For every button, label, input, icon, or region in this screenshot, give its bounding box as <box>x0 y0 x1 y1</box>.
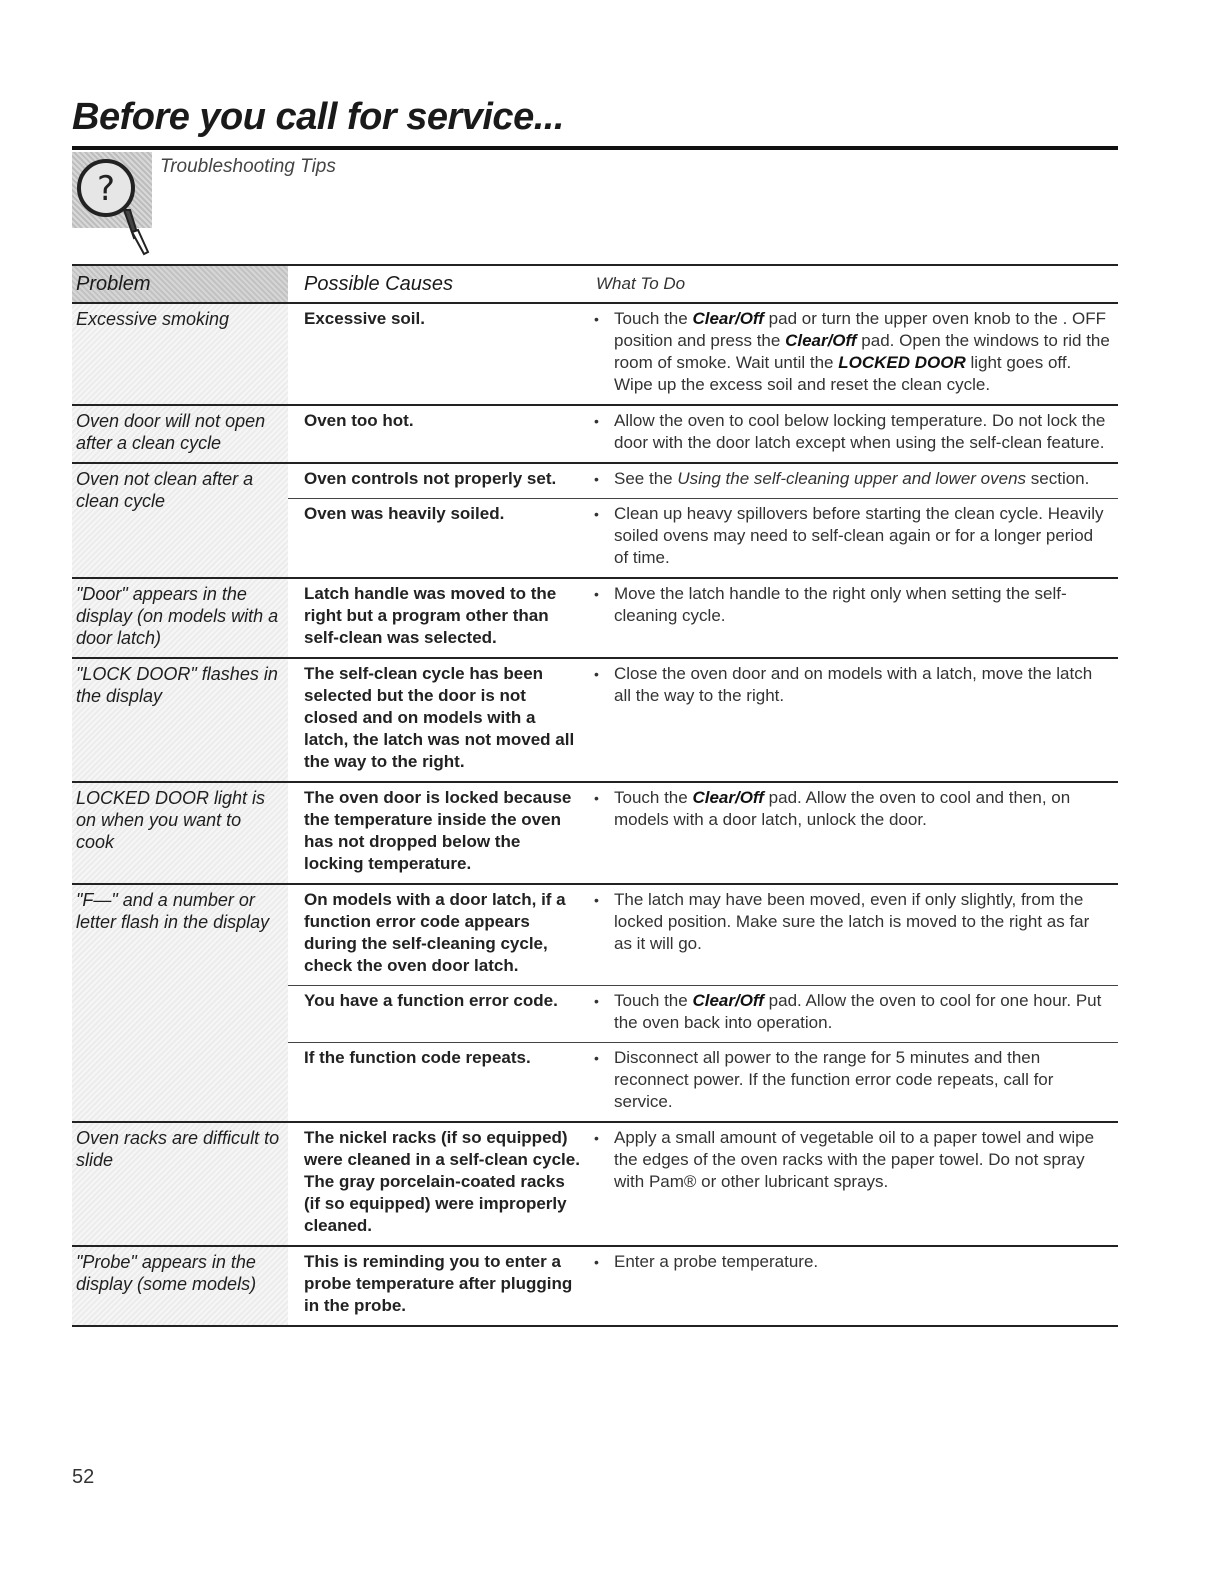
solution-text <box>614 1047 1110 1113</box>
problem-cell: Oven not clean after a clean cycle <box>72 464 288 577</box>
solution-cell <box>582 1251 1118 1317</box>
problem-cell: "Probe" appears in the display (some models) <box>72 1247 288 1325</box>
solution-segment: light goes off. Wipe up the excess soil and reset the clean cycle. <box>614 353 1072 394</box>
solution-text <box>614 410 1110 454</box>
solution-text <box>614 583 1110 649</box>
cause-cell: You have a function error code. <box>304 991 558 1010</box>
solution-text <box>614 503 1110 569</box>
cause-solution-pair <box>288 406 1118 462</box>
troubleshooting-table <box>72 264 1118 1327</box>
solution-text <box>614 990 1110 1034</box>
table-row <box>72 783 1118 885</box>
entries-group <box>288 885 1118 1121</box>
entries-group <box>288 579 1118 657</box>
bullet-icon: • <box>594 1130 599 1146</box>
solution-segment: pad. Open the windows to rid the room of smoke. Wait until the <box>614 331 1110 372</box>
cause-cell: Oven was heavily soiled. <box>304 504 505 523</box>
solution-text <box>614 468 1110 490</box>
cause-cell: Oven controls not properly set. <box>304 469 557 488</box>
cause-cell: If the function code repeats. <box>304 1048 531 1067</box>
cause-cell: Latch handle was moved to the right but a program other than self-clean was selected. <box>304 584 557 647</box>
problem-cell: LOCKED DOOR light is on when you want to cook <box>72 783 288 883</box>
solution-segment: Touch the <box>614 788 693 807</box>
bullet-icon: • <box>594 1050 599 1066</box>
solution-cell <box>582 1127 1118 1237</box>
solution-segment: Clean up heavy spillovers before starting the clean cycle. Heavily soiled ovens may need to self-clean again or for a longer period of time. <box>614 504 1104 567</box>
column-header-problem: Problem <box>72 266 288 302</box>
solution-text <box>614 1127 1110 1237</box>
solution-segment: Enter a probe temperature. <box>614 1252 819 1271</box>
problem-cell: Oven racks are difficult to slide <box>72 1123 288 1245</box>
solution-text <box>614 787 1110 875</box>
cause-solution-pair <box>288 1123 1118 1245</box>
section-subtitle: Troubleshooting Tips <box>160 156 336 177</box>
column-header-todo: What To Do <box>596 274 686 293</box>
table-row <box>72 464 1118 579</box>
cause-cell: The nickel racks (if so equipped) were cleaned in a self-clean cycle. The gray porcelain-coated racks (if so equipped) were improperly cleaned. <box>304 1128 580 1235</box>
problem-cell: "Door" appears in the display (on models with a door latch) <box>72 579 288 657</box>
solution-segment: Close the oven door and on models with a latch, move the latch all the way to the right. <box>614 664 1093 705</box>
cause-cell: Oven too hot. <box>304 411 414 430</box>
solution-text <box>614 889 1110 977</box>
cause-cell: The oven door is locked because the temperature inside the oven has not dropped below the locking temperature. <box>304 788 572 873</box>
entries-group <box>288 659 1118 781</box>
solution-cell <box>582 787 1118 875</box>
bullet-icon: • <box>594 506 599 522</box>
problem-cell: "LOCK DOOR" flashes in the display <box>72 659 288 781</box>
solution-segment: The latch may have been moved, even if only slightly, from the locked position. Make sure the latch is moved to the right as far as it will go. <box>614 890 1090 953</box>
cause-solution-pair <box>288 304 1118 404</box>
bullet-icon: • <box>594 993 599 1009</box>
entries-group <box>288 304 1118 404</box>
cause-cell: On models with a door latch, if a function error code appears during the self-cleaning cycle, check the oven door latch. <box>304 890 566 975</box>
column-header-causes: Possible Causes <box>304 272 453 295</box>
solution-segment: See the <box>614 469 678 488</box>
table-row <box>72 885 1118 1123</box>
table-header <box>72 266 1118 304</box>
entries-group <box>288 464 1118 577</box>
table-row <box>72 579 1118 659</box>
solution-segment: Disconnect all power to the range for 5 minutes and then reconnect power. If the function error code repeats, call for service. <box>614 1048 1054 1111</box>
problem-cell: Excessive smoking <box>72 304 288 404</box>
entries-group <box>288 1247 1118 1325</box>
table-row <box>72 1247 1118 1327</box>
cause-solution-pair <box>288 1042 1118 1121</box>
solution-segment: pad. Allow the oven to cool and then, on models with a door latch, unlock the door. <box>614 788 1071 829</box>
cause-solution-pair <box>288 783 1118 883</box>
page-title: Before you call for service... <box>72 96 564 138</box>
solution-segment: Clear/Off <box>692 309 764 328</box>
solution-segment: section. <box>1026 469 1090 488</box>
table-body <box>72 304 1118 1327</box>
solution-cell <box>582 1047 1118 1113</box>
solution-cell <box>582 410 1118 454</box>
solution-cell <box>582 503 1118 569</box>
table-row <box>72 1123 1118 1247</box>
solution-text <box>614 663 1110 773</box>
cause-solution-pair <box>288 498 1118 577</box>
entries-group <box>288 783 1118 883</box>
entries-group <box>288 406 1118 462</box>
cause-solution-pair <box>288 985 1118 1042</box>
solution-segment: Allow the oven to cool below locking temperature. Do not lock the door with the door latch except when using the self-clean feature. <box>614 411 1106 452</box>
solution-segment: Clear/Off <box>692 991 764 1010</box>
table-row <box>72 304 1118 406</box>
solution-segment: Clear/Off <box>692 788 764 807</box>
solution-segment: pad or turn the upper oven knob to the . OFF position and press the <box>614 309 1107 350</box>
solution-cell <box>582 583 1118 649</box>
solution-cell <box>582 990 1118 1034</box>
bullet-icon: • <box>594 1254 599 1270</box>
bullet-icon: • <box>594 666 599 682</box>
solution-cell <box>582 663 1118 773</box>
problem-cell: Oven door will not open after a clean cycle <box>72 406 288 462</box>
cause-solution-pair <box>288 885 1118 985</box>
solution-segment: pad. Allow the oven to cool for one hour. Put the oven back into operation. <box>614 991 1102 1032</box>
solution-segment: Using the self-cleaning upper and lower ovens <box>677 469 1027 488</box>
problem-cell: "F—" and a number or letter flash in the display <box>72 885 288 1121</box>
bullet-icon: • <box>594 413 599 429</box>
cause-cell: The self-clean cycle has been selected but the door is not closed and on models with a latch, the latch was not moved all the way to the right. <box>304 664 575 771</box>
title-divider <box>72 146 1118 150</box>
solution-segment: Move the latch handle to the right only when setting the self-cleaning cycle. <box>614 584 1067 625</box>
solution-cell <box>582 889 1118 977</box>
cause-solution-pair <box>288 659 1118 781</box>
entries-group <box>288 1123 1118 1245</box>
solution-text <box>614 308 1110 396</box>
solution-segment: Clear/Off <box>785 331 857 350</box>
bullet-icon: • <box>594 586 599 602</box>
cause-cell: This is reminding you to enter a probe temperature after plugging in the probe. <box>304 1252 573 1315</box>
solution-cell <box>582 468 1118 490</box>
cause-solution-pair <box>288 464 1118 498</box>
bullet-icon: • <box>594 471 599 487</box>
bullet-icon: • <box>594 892 599 908</box>
table-row <box>72 406 1118 464</box>
cause-cell: Excessive soil. <box>304 309 425 328</box>
solution-segment: Touch the <box>614 309 693 328</box>
bullet-icon: • <box>594 311 599 327</box>
solution-segment: LOCKED DOOR <box>838 353 966 372</box>
solution-segment: Apply a small amount of vegetable oil to a paper towel and wipe the edges of the oven racks with the paper towel. Do not spray with Pam® or other lubricant sprays. <box>614 1128 1095 1191</box>
solution-text <box>614 1251 1110 1317</box>
solution-cell <box>582 308 1118 396</box>
cause-solution-pair <box>288 579 1118 657</box>
svg-text:?: ? <box>96 169 116 209</box>
table-row <box>72 659 1118 783</box>
solution-segment: Touch the <box>614 991 693 1010</box>
bullet-icon: • <box>594 790 599 806</box>
cause-solution-pair <box>288 1247 1118 1325</box>
page-number: 52 <box>72 1466 95 1488</box>
